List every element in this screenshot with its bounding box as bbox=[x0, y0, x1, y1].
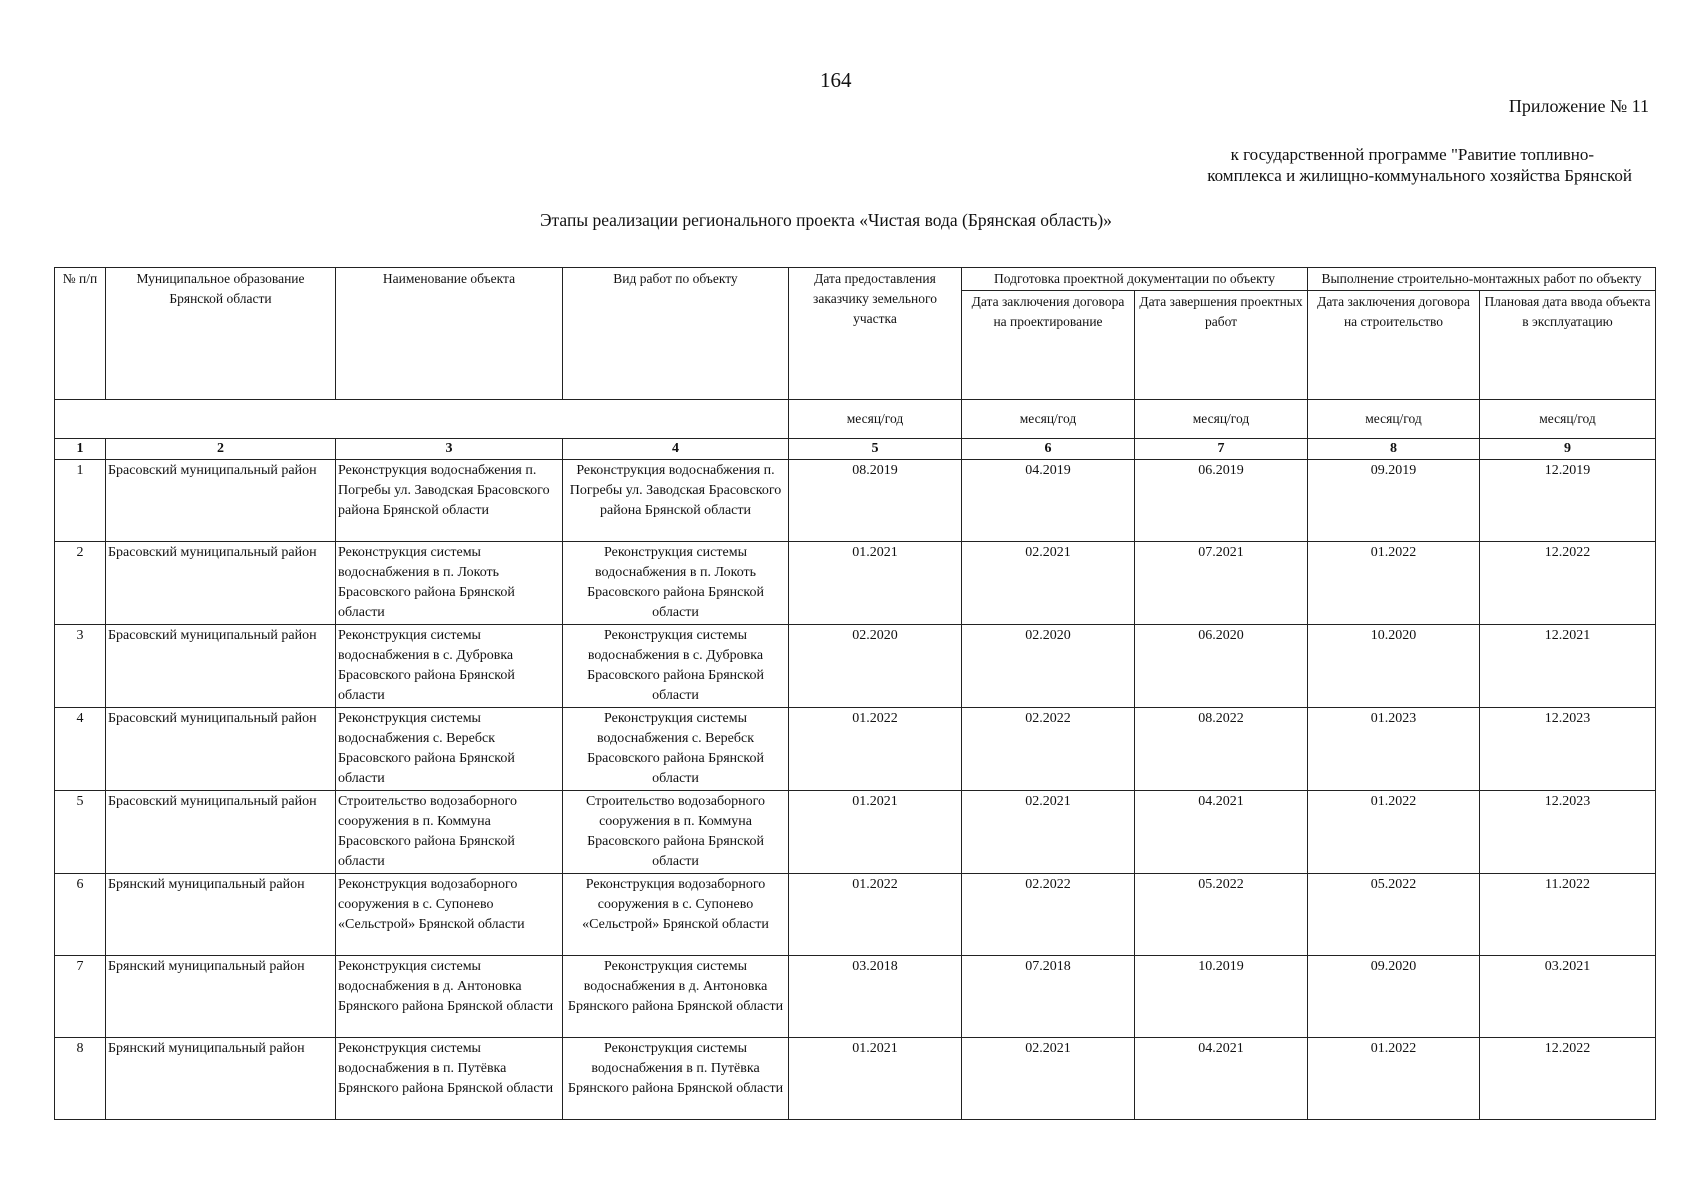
land-date-cell: 01.2021 bbox=[789, 1038, 962, 1120]
page-number: 164 bbox=[820, 68, 852, 92]
land-date-cell: 01.2022 bbox=[789, 874, 962, 956]
program-reference-line: к государственной программе "Равитие топливно- bbox=[1230, 145, 1594, 164]
header-unit: месяц/год bbox=[789, 400, 962, 439]
row-number: 5 bbox=[55, 791, 106, 874]
municipality-cell: Брасовский муниципальный район bbox=[106, 460, 336, 542]
object-name-cell: Реконструкция системы водоснабжения в с. Дубровка Брасовского района Брянской области bbox=[336, 625, 563, 708]
construction-contract-cell: 01.2022 bbox=[1308, 1038, 1480, 1120]
object-name-cell: Реконструкция водозаборного сооружения в с. Супонево «Сельстрой» Брянской области bbox=[336, 874, 563, 956]
header-commissioning: Плановая дата ввода объекта в эксплуатацию bbox=[1480, 291, 1656, 400]
land-date-cell: 02.2020 bbox=[789, 625, 962, 708]
header-construction-group: Выполнение строительно-монтажных работ по объекту bbox=[1308, 268, 1656, 291]
commissioning-cell: 12.2019 bbox=[1480, 460, 1656, 542]
program-reference bbox=[1207, 144, 1632, 186]
row-number: 3 bbox=[55, 625, 106, 708]
design-contract-cell: 07.2018 bbox=[962, 956, 1135, 1038]
object-name-cell: Строительство водозаборного сооружения в п. Коммуна Брасовского района Брянской области bbox=[336, 791, 563, 874]
work-type-cell: Реконструкция системы водоснабжения в п. Путёвка Брянского района Брянской области bbox=[563, 1038, 789, 1120]
header-unit-spacer bbox=[55, 400, 789, 439]
land-date-cell: 01.2021 bbox=[789, 542, 962, 625]
design-complete-cell: 08.2022 bbox=[1135, 708, 1308, 791]
column-number: 8 bbox=[1308, 439, 1480, 460]
municipality-cell: Брянский муниципальный район bbox=[106, 1038, 336, 1120]
object-name-cell: Реконструкция системы водоснабжения с. Веребск Брасовского района Брянской области bbox=[336, 708, 563, 791]
design-complete-cell: 04.2021 bbox=[1135, 791, 1308, 874]
municipality-cell: Брянский муниципальный район bbox=[106, 956, 336, 1038]
column-number: 7 bbox=[1135, 439, 1308, 460]
header-design-contract: Дата заключения договора на проектирование bbox=[962, 291, 1135, 400]
header-work-type: Вид работ по объекту bbox=[563, 268, 789, 400]
table-row bbox=[55, 956, 1656, 1038]
design-contract-cell: 02.2021 bbox=[962, 791, 1135, 874]
table-row bbox=[55, 1038, 1656, 1120]
commissioning-cell: 12.2023 bbox=[1480, 708, 1656, 791]
header-municipality: Муниципальное образование Брянской области bbox=[106, 268, 336, 400]
construction-contract-cell: 01.2023 bbox=[1308, 708, 1480, 791]
commissioning-cell: 12.2023 bbox=[1480, 791, 1656, 874]
municipality-cell: Брасовский муниципальный район bbox=[106, 791, 336, 874]
construction-contract-cell: 01.2022 bbox=[1308, 791, 1480, 874]
work-type-cell: Реконструкция системы водоснабжения в с. Дубровка Брасовского района Брянской области bbox=[563, 625, 789, 708]
table-row bbox=[55, 791, 1656, 874]
row-number: 2 bbox=[55, 542, 106, 625]
column-number: 2 bbox=[106, 439, 336, 460]
construction-contract-cell: 05.2022 bbox=[1308, 874, 1480, 956]
design-complete-cell: 05.2022 bbox=[1135, 874, 1308, 956]
design-contract-cell: 02.2021 bbox=[962, 1038, 1135, 1120]
header-construction-contract: Дата заключения договора на строительство bbox=[1308, 291, 1480, 400]
column-number: 1 bbox=[55, 439, 106, 460]
construction-contract-cell: 10.2020 bbox=[1308, 625, 1480, 708]
design-complete-cell: 06.2020 bbox=[1135, 625, 1308, 708]
header-design-group: Подготовка проектной документации по объекту bbox=[962, 268, 1308, 291]
work-type-cell: Реконструкция системы водоснабжения в п. Локоть Брасовского района Брянской области bbox=[563, 542, 789, 625]
land-date-cell: 08.2019 bbox=[789, 460, 962, 542]
design-contract-cell: 02.2021 bbox=[962, 542, 1135, 625]
construction-contract-cell: 01.2022 bbox=[1308, 542, 1480, 625]
table-body bbox=[55, 460, 1656, 1120]
municipality-cell: Брасовский муниципальный район bbox=[106, 542, 336, 625]
table-row bbox=[55, 460, 1656, 542]
header-land-date: Дата предоставления заказчику земельного участка bbox=[789, 268, 962, 400]
program-reference-line: комплекса и жилищно-коммунального хозяйства Брянской bbox=[1207, 166, 1632, 185]
commissioning-cell: 03.2021 bbox=[1480, 956, 1656, 1038]
design-complete-cell: 06.2019 bbox=[1135, 460, 1308, 542]
table-row bbox=[55, 542, 1656, 625]
object-name-cell: Реконструкция системы водоснабжения в п. Путёвка Брянского района Брянской области bbox=[336, 1038, 563, 1120]
header-unit: месяц/год bbox=[1135, 400, 1308, 439]
appendix-label: Приложение № 11 bbox=[1508, 96, 1649, 116]
stages-table bbox=[54, 267, 1656, 1120]
row-number: 7 bbox=[55, 956, 106, 1038]
object-name-cell: Реконструкция системы водоснабжения в п. Локоть Брасовского района Брянской области bbox=[336, 542, 563, 625]
row-number: 6 bbox=[55, 874, 106, 956]
commissioning-cell: 12.2022 bbox=[1480, 1038, 1656, 1120]
work-type-cell: Реконструкция системы водоснабжения в д. Антоновка Брянского района Брянской области bbox=[563, 956, 789, 1038]
commissioning-cell: 12.2021 bbox=[1480, 625, 1656, 708]
design-contract-cell: 02.2020 bbox=[962, 625, 1135, 708]
design-complete-cell: 07.2021 bbox=[1135, 542, 1308, 625]
row-number: 4 bbox=[55, 708, 106, 791]
row-number: 1 bbox=[55, 460, 106, 542]
object-name-cell: Реконструкция водоснабжения п. Погребы ул. Заводская Брасовского района Брянской области bbox=[336, 460, 563, 542]
design-complete-cell: 04.2021 bbox=[1135, 1038, 1308, 1120]
municipality-cell: Брасовский муниципальный район bbox=[106, 708, 336, 791]
table-row bbox=[55, 708, 1656, 791]
work-type-cell: Строительство водозаборного сооружения в п. Коммуна Брасовского района Брянской области bbox=[563, 791, 789, 874]
design-complete-cell: 10.2019 bbox=[1135, 956, 1308, 1038]
commissioning-cell: 11.2022 bbox=[1480, 874, 1656, 956]
object-name-cell: Реконструкция системы водоснабжения в д. Антоновка Брянского района Брянской области bbox=[336, 956, 563, 1038]
table-row bbox=[55, 625, 1656, 708]
land-date-cell: 01.2021 bbox=[789, 791, 962, 874]
work-type-cell: Реконструкция системы водоснабжения с. Веребск Брасовского района Брянской области bbox=[563, 708, 789, 791]
header-unit: месяц/год bbox=[1308, 400, 1480, 439]
construction-contract-cell: 09.2019 bbox=[1308, 460, 1480, 542]
construction-contract-cell: 09.2020 bbox=[1308, 956, 1480, 1038]
land-date-cell: 01.2022 bbox=[789, 708, 962, 791]
header-num: № п/п bbox=[55, 268, 106, 400]
design-contract-cell: 02.2022 bbox=[962, 708, 1135, 791]
land-date-cell: 03.2018 bbox=[789, 956, 962, 1038]
column-number: 9 bbox=[1480, 439, 1656, 460]
municipality-cell: Брянский муниципальный район bbox=[106, 874, 336, 956]
design-contract-cell: 04.2019 bbox=[962, 460, 1135, 542]
header-design-complete: Дата завершения проектных работ bbox=[1135, 291, 1308, 400]
design-contract-cell: 02.2022 bbox=[962, 874, 1135, 956]
row-number: 8 bbox=[55, 1038, 106, 1120]
document-title: Этапы реализации регионального проекта «Чистая вода (Брянская область)» bbox=[540, 210, 1112, 230]
table-row bbox=[55, 874, 1656, 956]
work-type-cell: Реконструкция водозаборного сооружения в с. Супонево «Сельстрой» Брянской области bbox=[563, 874, 789, 956]
column-number-row bbox=[55, 439, 1656, 460]
column-number: 4 bbox=[563, 439, 789, 460]
column-number: 6 bbox=[962, 439, 1135, 460]
municipality-cell: Брасовский муниципальный район bbox=[106, 625, 336, 708]
header-unit: месяц/год bbox=[1480, 400, 1656, 439]
work-type-cell: Реконструкция водоснабжения п. Погребы ул. Заводская Брасовского района Брянской области bbox=[563, 460, 789, 542]
header-object: Наименование объекта bbox=[336, 268, 563, 400]
column-number: 5 bbox=[789, 439, 962, 460]
header-unit: месяц/год bbox=[962, 400, 1135, 439]
column-number: 3 bbox=[336, 439, 563, 460]
commissioning-cell: 12.2022 bbox=[1480, 542, 1656, 625]
